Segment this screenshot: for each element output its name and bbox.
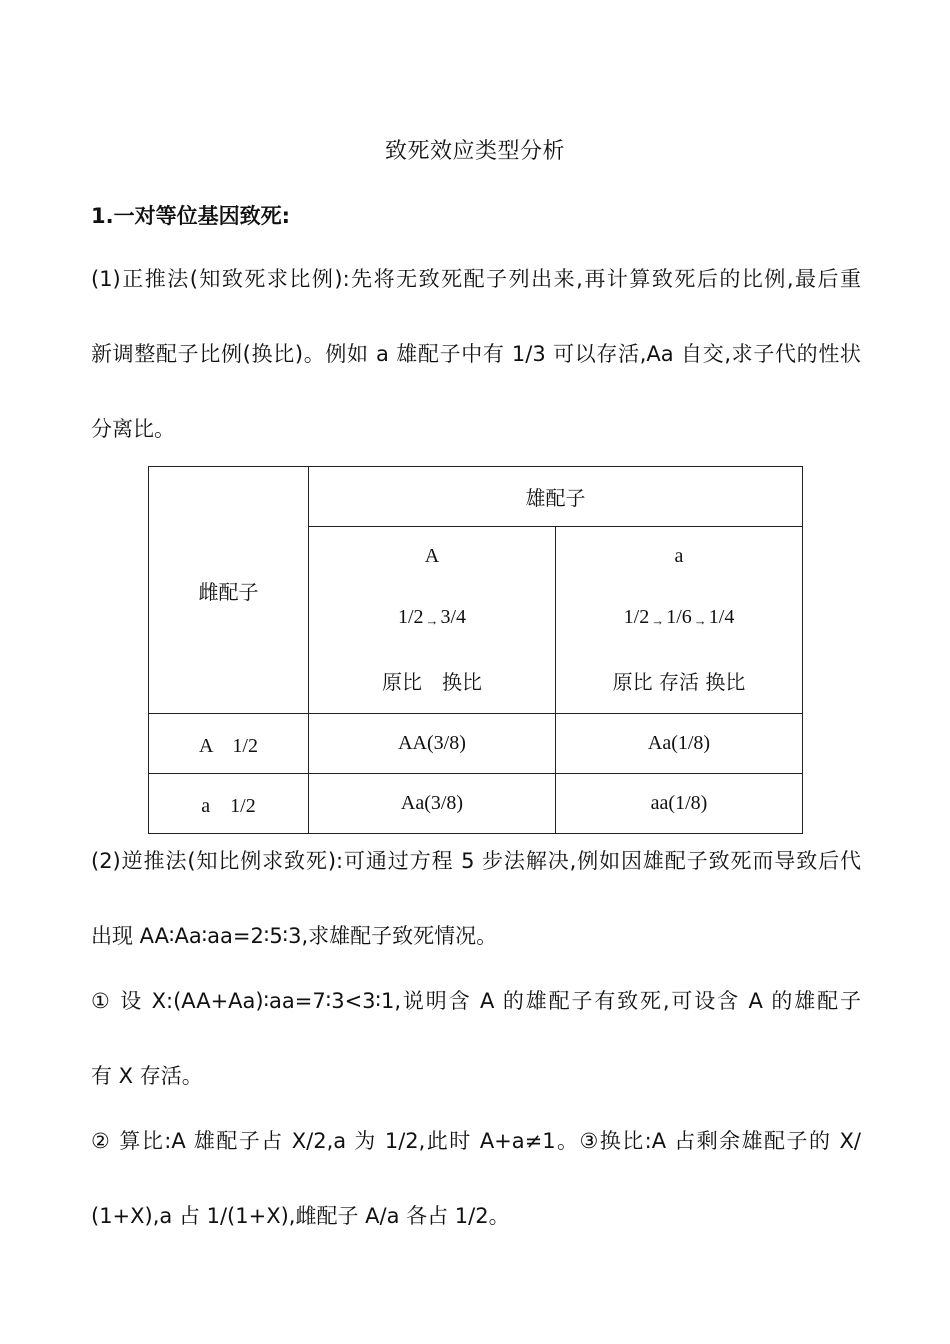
ratio-labels: 原比 换比 bbox=[382, 670, 482, 694]
male-col-a bbox=[556, 527, 803, 714]
female-gamete-label: a 1/2 bbox=[149, 774, 309, 834]
genotype-cell: aa(1/8) bbox=[556, 774, 803, 834]
page-title: 致死效应类型分析 bbox=[384, 139, 565, 164]
paragraph-line: 有 X 存活。 bbox=[91, 1064, 203, 1088]
gamete-table bbox=[148, 466, 803, 834]
paragraph-line: ② 算比:A 雄配子占 X/2,a 为 1/2,此时 A+a≠1。③换比:A 占剩余雄配子的 X/ bbox=[91, 1129, 861, 1153]
female-gamete-label: A 1/2 bbox=[149, 714, 309, 774]
male-gamete-header: 雄配子 bbox=[309, 467, 803, 527]
arrow-icon: → bbox=[651, 612, 665, 628]
ratio-value: 3/4 bbox=[440, 605, 467, 628]
paragraph-line: 新调整配子比例(换比)。例如 a 雄配子中有 1/3 可以存活,Aa 自交,求子代的性状 bbox=[91, 342, 861, 366]
paragraph-line: (2)逆推法(知比例求致死):可通过方程 5 步法解决,例如因雄配子致死而导致后代 bbox=[91, 849, 861, 873]
paragraph-line: 出现 AA∶Aa∶aa=2∶5∶3,求雄配子致死情况。 bbox=[91, 924, 498, 948]
table-row bbox=[149, 774, 803, 834]
table-row bbox=[149, 714, 803, 774]
paragraph-line: 分离比。 bbox=[91, 417, 175, 441]
allele-label: A bbox=[424, 545, 440, 567]
paragraph-line: (1)正推法(知致死求比例):先将无致死配子列出来,再计算致死后的比例,最后重 bbox=[91, 267, 861, 291]
genotype-cell: AA(3/8) bbox=[309, 714, 556, 774]
paragraph-line: ① 设 X:(AA+Aa)∶aa=7∶3<3∶1,说明含 A 的雄配子有致死,可设含 A 的雄配子 bbox=[91, 989, 861, 1013]
ratio-value: 1/4 bbox=[708, 605, 735, 628]
female-gamete-header: 雌配子 bbox=[149, 467, 309, 714]
ratio-sequence bbox=[398, 606, 466, 629]
allele-label: a bbox=[674, 545, 684, 567]
ratio-value: 1/2 bbox=[623, 605, 650, 628]
section-heading: 1.一对等位基因致死: bbox=[91, 204, 290, 228]
male-col-A bbox=[309, 527, 556, 714]
genotype-cell: Aa(1/8) bbox=[556, 714, 803, 774]
genotype-cell: Aa(3/8) bbox=[309, 774, 556, 834]
ratio-value: 1/6 bbox=[666, 605, 692, 628]
arrow-icon: → bbox=[693, 612, 707, 628]
arrow-icon: → bbox=[425, 612, 439, 628]
ratio-labels: 原比 存活 换比 bbox=[612, 670, 746, 694]
ratio-value: 1/2 bbox=[397, 605, 424, 628]
paragraph-line: (1+X),a 占 1/(1+X),雌配子 A/a 各占 1/2。 bbox=[91, 1204, 510, 1228]
ratio-sequence bbox=[624, 606, 735, 629]
